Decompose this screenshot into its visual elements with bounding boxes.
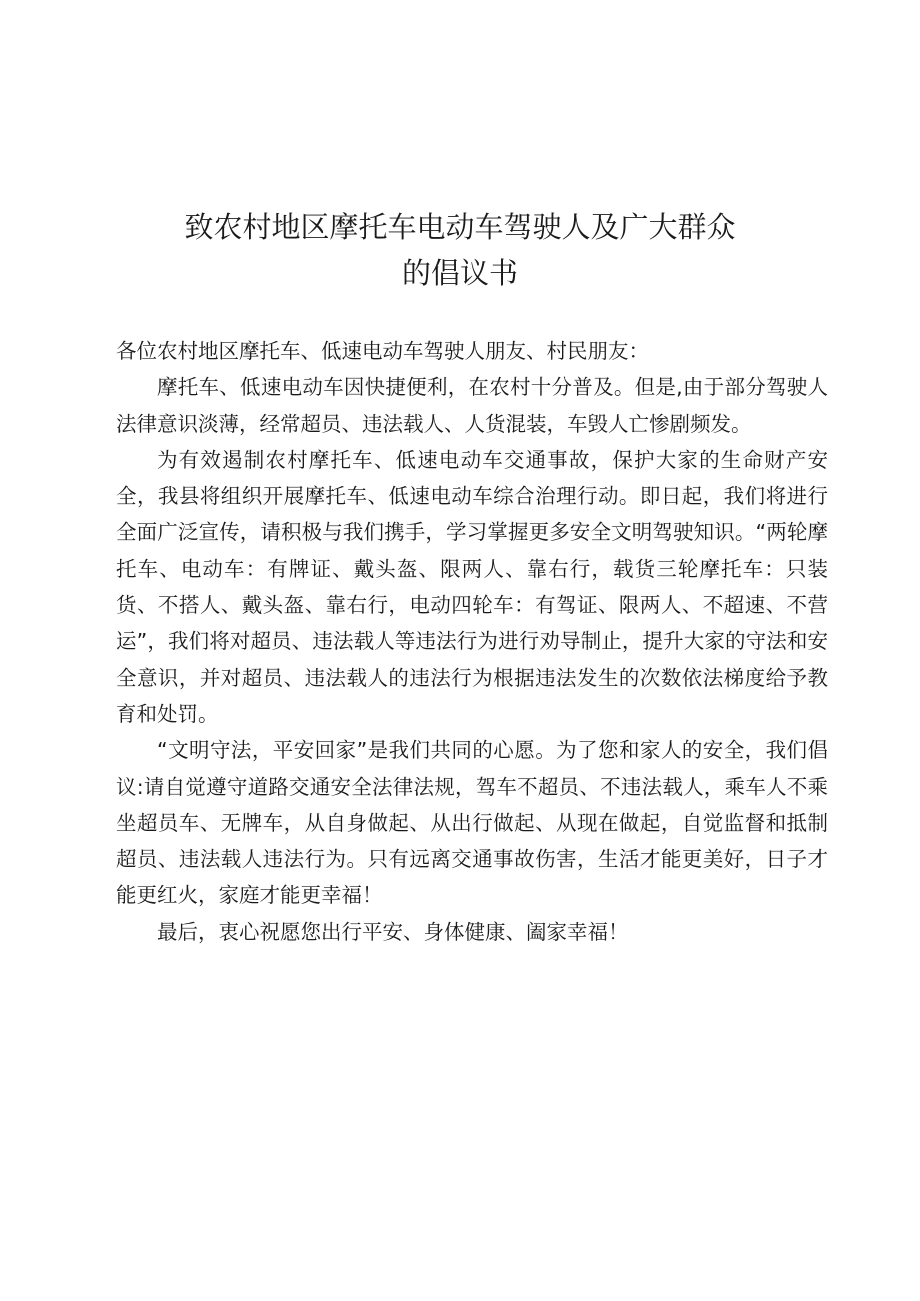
paragraph-2: 为有效遏制农村摩托车、低速电动车交通事故，保护大家的生命财产安全，我县将组织开展摩托车、低速电动车综合治理行动。即日起，我们将进行全面广泛宣传，请积极与我们携手，学习掌握更多安全文明驾驶知识。“两轮摩托车、电动车：有牌证、戴头盔、限两人、靠右行，载货三轮摩托车：只装货、不搭人、戴头盔、靠右行，电动四轮车：有驾证、限两人、不超速、不营运”，我们将对超员、违法载人等违法行为进行劝导制止，提升大家的守法和安全意识，并对超员、违法载人的违法行为根据违法发生的次数依法梯度给予教育和处罚。 — [116, 447, 828, 726]
salutation: 各位农村地区摩托车、低速电动车驾驶人朋友、村民朋友： — [116, 339, 649, 363]
document-title-line-1: 致农村地区摩托车电动车驾驶人及广大群众 — [184, 210, 736, 244]
document-title-line-2: 的倡议书 — [401, 256, 518, 290]
paragraph-4: 最后，衷心祝愿您出行平安、身体健康、阖家幸福！ — [157, 919, 629, 944]
paragraph-3: “文明守法，平安回家”是我们共同的心愿。为了您和家人的安全，我们倡议:请自觉遵守道路交通安全法律法规，驾车不超员、不违法载人，乘车人不乘坐超员车、无牌车，从自身做起、从出行做起、从现在做起，自觉监督和抵制超员、违法载人违法行为。只有远离交通事故伤害，生活才能更美好，日子才能更红火，家庭才能更幸福！ — [116, 738, 828, 908]
paragraph-1: 摩托车、低速电动车因快捷便利，在农村十分普及。但是,由于部分驾驶人法律意识淡薄，经常超员、违法载人、人货混装，车毁人亡惨剧频发。 — [116, 375, 828, 436]
document-body — [116, 333, 828, 950]
